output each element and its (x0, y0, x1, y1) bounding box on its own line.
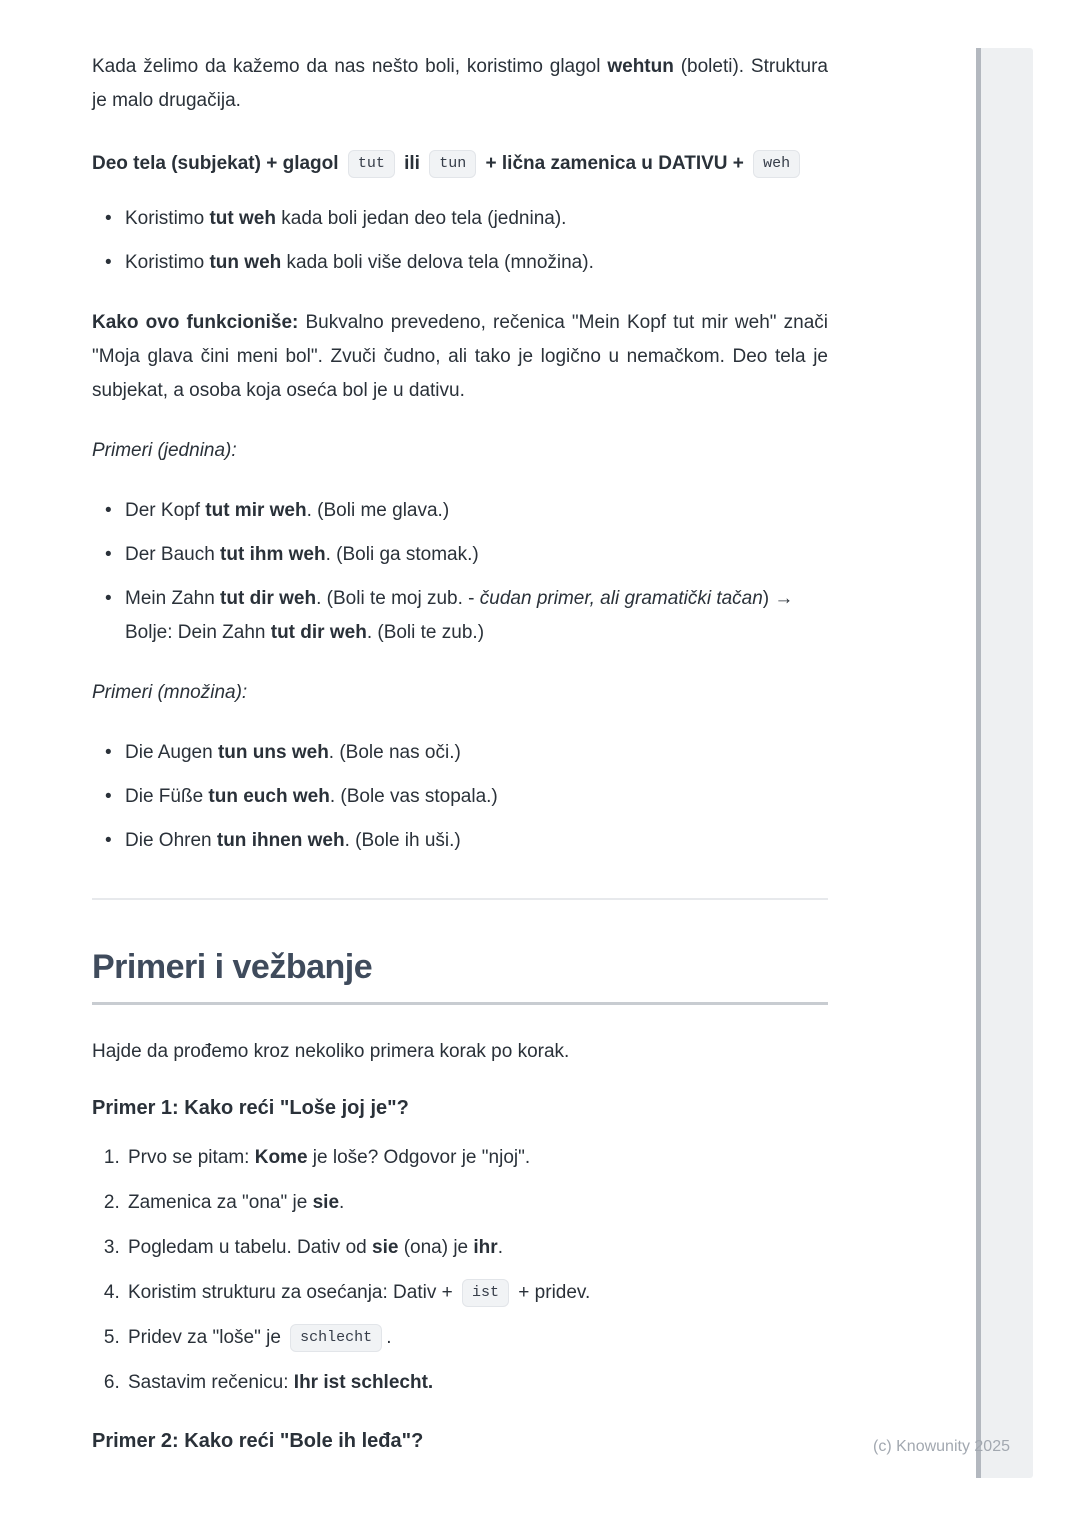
text-segment-bold: tun euch weh (208, 786, 330, 807)
text-segment-bold: Deo tela (subjekat) + glagol (92, 153, 344, 174)
text-segment: . (497, 1237, 503, 1258)
text-segment: . (Bole vas stopala.) (329, 786, 498, 807)
text-segment: kada boli više delova tela (množina). (281, 252, 594, 273)
list-item (125, 824, 828, 858)
text-segment-bold: tut dir weh (270, 622, 367, 643)
text-segment-bold: tut weh (209, 208, 276, 229)
text-segment: Sastavim rečenicu: (128, 1372, 294, 1393)
inline-code-chip: tut (348, 150, 395, 178)
text-segment-bold: sie (372, 1237, 399, 1258)
text-segment: . (Boli te zub.) (366, 622, 485, 643)
text-segment-italic: Primeri (množina): (92, 682, 248, 703)
text-segment: Kada želimo da kažemo da nas nešto boli, koristimo glagol (92, 56, 608, 77)
singular-examples-list (92, 494, 828, 650)
paragraph-section-intro: Hajde da prođemo kroz nekoliko primera korak po korak. (92, 1041, 570, 1062)
text-segment: Die Ohren (125, 830, 217, 851)
list-item (125, 736, 828, 770)
text-segment: Bukvalno prevedeno, rečenica "Mein Kopf tut mir weh" znači "Moja glava čini meni bol". Zvuči čudno, ali tako je logično u nemačkom. Deo tela je subjekat, a osoba koja oseća bol je u dativu. (92, 312, 828, 401)
text-segment: Koristimo (125, 252, 210, 273)
text-segment-bold: Ihr ist schlecht. (293, 1372, 434, 1393)
text-segment: (boleti). Struktura je malo drugačija. (92, 56, 828, 111)
paragraph-intro (92, 50, 828, 118)
label-examples-singular (92, 434, 828, 468)
list-item (125, 1141, 828, 1175)
text-segment: . (Bole nas oči.) (328, 742, 461, 763)
text-segment: ) → Bolje: Dein Zahn (125, 588, 794, 643)
text-segment: . (386, 1327, 392, 1348)
text-segment: Zamenica za "ona" je (128, 1192, 313, 1213)
text-segment-italic: čudan primer, ali gramatički tačan (479, 588, 763, 609)
scrollbar-thumb[interactable] (976, 48, 981, 1478)
list-item (125, 494, 828, 528)
example1-steps-list (92, 1141, 828, 1400)
list-item (125, 538, 828, 572)
text-segment: . (Boli ga stomak.) (325, 544, 479, 565)
text-segment: Die Füße (125, 786, 209, 807)
paragraph-explanation (92, 306, 828, 408)
inline-code-chip: weh (753, 150, 800, 178)
list-item (125, 1186, 828, 1220)
section-divider (92, 898, 828, 900)
list-item (125, 582, 828, 650)
text-segment: Der Kopf (125, 500, 206, 521)
text-segment: Pridev za "loše" je (128, 1327, 287, 1348)
scrollbar-track[interactable] (976, 48, 1033, 1478)
text-segment: (ona) je (398, 1237, 474, 1258)
inline-code-chip: ist (462, 1279, 509, 1307)
text-segment: . (Bole ih uši.) (344, 830, 461, 851)
text-segment-bold: sie (312, 1192, 340, 1213)
usage-list (92, 202, 828, 280)
list-item (125, 1366, 828, 1400)
plural-examples-list (92, 736, 828, 858)
text-segment-bold: tun ihnen weh (216, 830, 345, 851)
watermark-copyright: (c) Knowunity 2025 (873, 1438, 1010, 1455)
document-content (92, 50, 828, 1474)
text-segment-italic: Primeri (jednina): (92, 440, 237, 461)
paragraph-structure-formula (92, 144, 828, 184)
text-segment: Koristim strukturu za osećanja: Dativ + (128, 1282, 458, 1303)
label-examples-plural (92, 676, 828, 710)
example2-heading: Primer 2: Kako reći "Bole ih leđa"? (92, 1430, 424, 1452)
text-segment-bold: tut ihm weh (220, 544, 326, 565)
text-segment-bold: ihr (473, 1237, 498, 1258)
list-item (125, 1276, 828, 1310)
text-segment-bold: + lična zamenica u DATIVU + (480, 153, 750, 174)
list-item (125, 246, 828, 280)
text-segment: Der Bauch (125, 544, 221, 565)
text-segment: Prvo se pitam: (128, 1147, 255, 1168)
text-segment: Koristimo (125, 208, 210, 229)
text-segment-bold: tun uns weh (217, 742, 329, 763)
inline-code-chip: tun (429, 150, 476, 178)
text-segment-bold: tut dir weh (220, 588, 317, 609)
text-segment: Die Augen (125, 742, 218, 763)
text-segment-bold: Kome (254, 1147, 308, 1168)
text-segment-bold: wehtun (607, 56, 674, 77)
text-segment: je loše? Odgovor je "njoj". (307, 1147, 531, 1168)
text-segment: Pogledam u tabelu. Dativ od (128, 1237, 372, 1258)
text-segment: . (339, 1192, 345, 1213)
text-segment-bold: tut mir weh (205, 500, 307, 521)
example1-heading: Primer 1: Kako reći "Loše joj je"? (92, 1097, 409, 1119)
text-segment-bold: Kako ovo funkcioniše: (92, 312, 299, 333)
text-segment: Mein Zahn (125, 588, 221, 609)
text-segment: . (Boli te moj zub. - (316, 588, 480, 609)
text-segment: + pridev. (513, 1282, 591, 1303)
list-item (125, 1231, 828, 1265)
text-segment: kada boli jedan deo tela (jednina). (275, 208, 567, 229)
list-item (125, 202, 828, 236)
text-segment-bold: ili (398, 153, 426, 174)
list-item (125, 780, 828, 814)
section-heading: Primeri i vežbanje (92, 946, 828, 1005)
list-item (125, 1321, 828, 1355)
inline-code-chip: schlecht (290, 1324, 382, 1352)
text-segment: . (Boli me glava.) (306, 500, 450, 521)
text-segment-bold: tun weh (209, 252, 282, 273)
